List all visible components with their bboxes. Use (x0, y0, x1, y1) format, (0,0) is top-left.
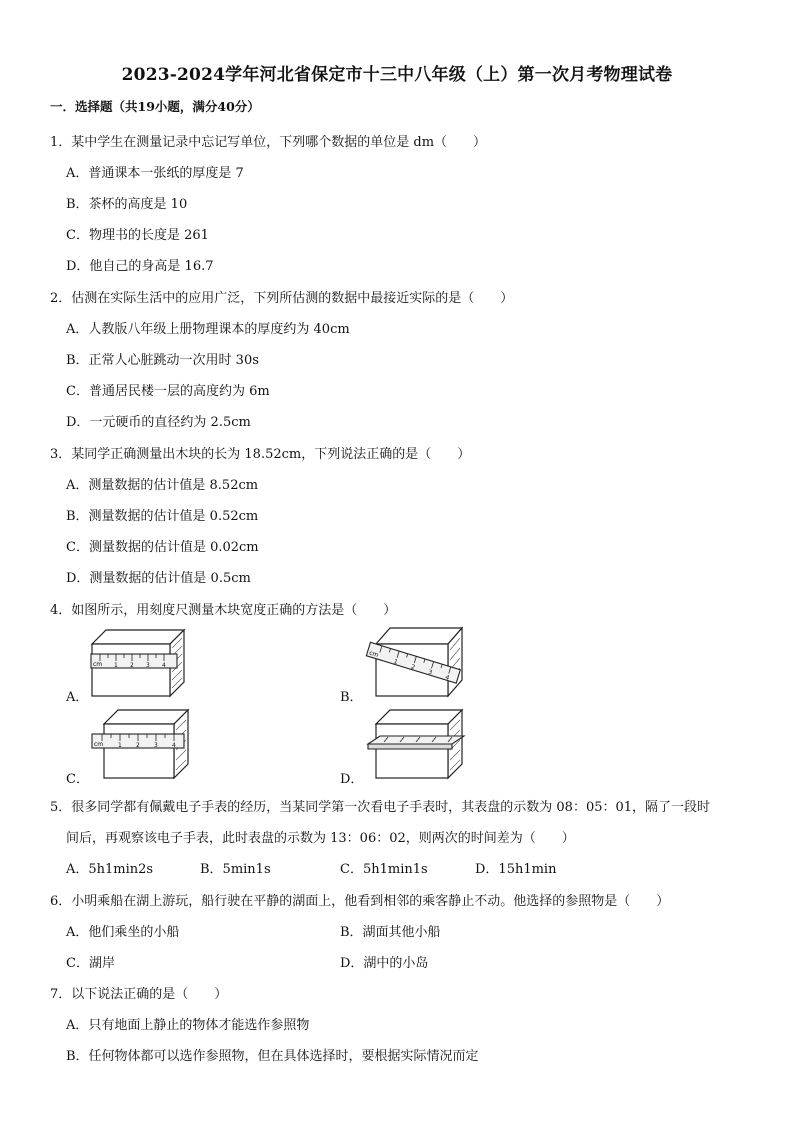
svg-text:2: 2 (410, 663, 416, 672)
question-2-option-a: A．人教版八年级上册物理课本的厚度约为 40cm (66, 322, 350, 337)
question-4-stem: 4．如图所示，用刻度尺测量木块宽度正确的方法是（ ） (50, 603, 397, 618)
question-1-option-c: C．物理书的长度是 261 (66, 228, 209, 243)
question-1-stem: 1．某中学生在测量记录中忘记写单位，下列哪个数据的单位是 dm（ ） (50, 135, 487, 150)
svg-text:4: 4 (444, 673, 451, 682)
question-2-stem: 2．估测在实际生活中的应用广泛，下列所估测的数据中最接近实际的是（ ） (50, 291, 514, 306)
figure-d-block-ruler (364, 706, 468, 780)
question-6-option-c: C．湖岸 (66, 956, 115, 971)
svg-text:3: 3 (146, 662, 150, 669)
svg-text:4: 4 (172, 742, 176, 749)
figure-c-ruler-unit: cm (94, 741, 104, 748)
question-5-option-b: B．5min1s (200, 862, 271, 877)
question-3-option-c: C．测量数据的估计值是 0.02cm (66, 540, 259, 555)
question-3-option-b: B．测量数据的估计值是 0.52cm (66, 509, 259, 524)
question-2-option-b: B．正常人心脏跳动一次用时 30s (66, 353, 259, 368)
question-5-option-a: A．5h1min2s (66, 862, 154, 877)
page-title: 2023-2024学年河北省保定市十三中八年级（上）第一次月考物理试卷 (121, 65, 673, 85)
question-5-option-d: D．15h1min (475, 862, 557, 877)
question-7-option-b: B．任何物体都可以选作参照物，但在具体选择时，要根据实际情况而定 (66, 1049, 479, 1064)
svg-text:3: 3 (154, 742, 158, 749)
figure-label-b: B． (340, 690, 363, 705)
question-6-stem: 6．小明乘船在湖上游玩，船行驶在平静的湖面上，他看到相邻的乘客静止不动。他选择的参照物是（ ） (50, 894, 670, 909)
figure-label-a: A． (66, 690, 89, 705)
figure-a-block-ruler (88, 626, 188, 698)
figure-b-ruler-unit: cm (368, 649, 380, 659)
svg-text:2: 2 (136, 742, 140, 749)
question-5-option-c: C．5h1min1s (340, 862, 428, 877)
question-7-stem: 7．以下说法正确的是（ ） (50, 987, 228, 1002)
svg-text:1: 1 (392, 658, 399, 666)
svg-text:1: 1 (114, 662, 118, 669)
figure-label-c: C． (66, 772, 89, 787)
figure-label-d: D． (340, 772, 364, 787)
svg-text:2: 2 (130, 662, 134, 669)
svg-text:3: 3 (427, 668, 433, 677)
question-6-option-a: A．他们乘坐的小船 (66, 925, 180, 940)
question-2-option-c: C．普通居民楼一层的高度约为 6m (66, 384, 270, 399)
question-1-option-a: A．普通课本一张纸的厚度是 7 (66, 166, 244, 181)
question-6-option-d: D．湖中的小岛 (340, 956, 429, 971)
question-1-option-d: D．他自己的身高是 16.7 (66, 259, 214, 274)
question-2-option-d: D．一元硬币的直径约为 2.5cm (66, 415, 251, 430)
svg-text:1: 1 (118, 742, 122, 749)
question-3-option-d: D．测量数据的估计值是 0.5cm (66, 571, 251, 586)
figure-a-ruler-unit: cm (93, 661, 103, 668)
question-3-option-a: A．测量数据的估计值是 8.52cm (66, 478, 259, 493)
section-heading: 一．选择题（共19小题，满分40分） (50, 99, 260, 114)
svg-text:4: 4 (162, 662, 166, 669)
question-5-stem-line-2: 间后，再观察该电子手表，此时表盘的示数为 13：06：02，则两次的时间差为（ ） (66, 831, 575, 846)
question-1-option-b: B．茶杯的高度是 10 (66, 197, 188, 212)
figure-b-block-ruler (364, 624, 468, 698)
question-3-stem: 3．某同学正确测量出木块的长为 18.52cm，下列说法正确的是（ ） (50, 447, 471, 462)
question-5-stem-line-1: 5．很多同学都有佩戴电子手表的经历，当某同学第一次看电子手表时，其表盘的示数为 08：05：01，隔了一段时 (50, 800, 711, 815)
question-7-option-a: A．只有地面上静止的物体才能选作参照物 (66, 1018, 310, 1033)
figure-c-block-ruler (88, 706, 192, 780)
question-6-option-b: B．湖面其他小船 (340, 925, 441, 940)
